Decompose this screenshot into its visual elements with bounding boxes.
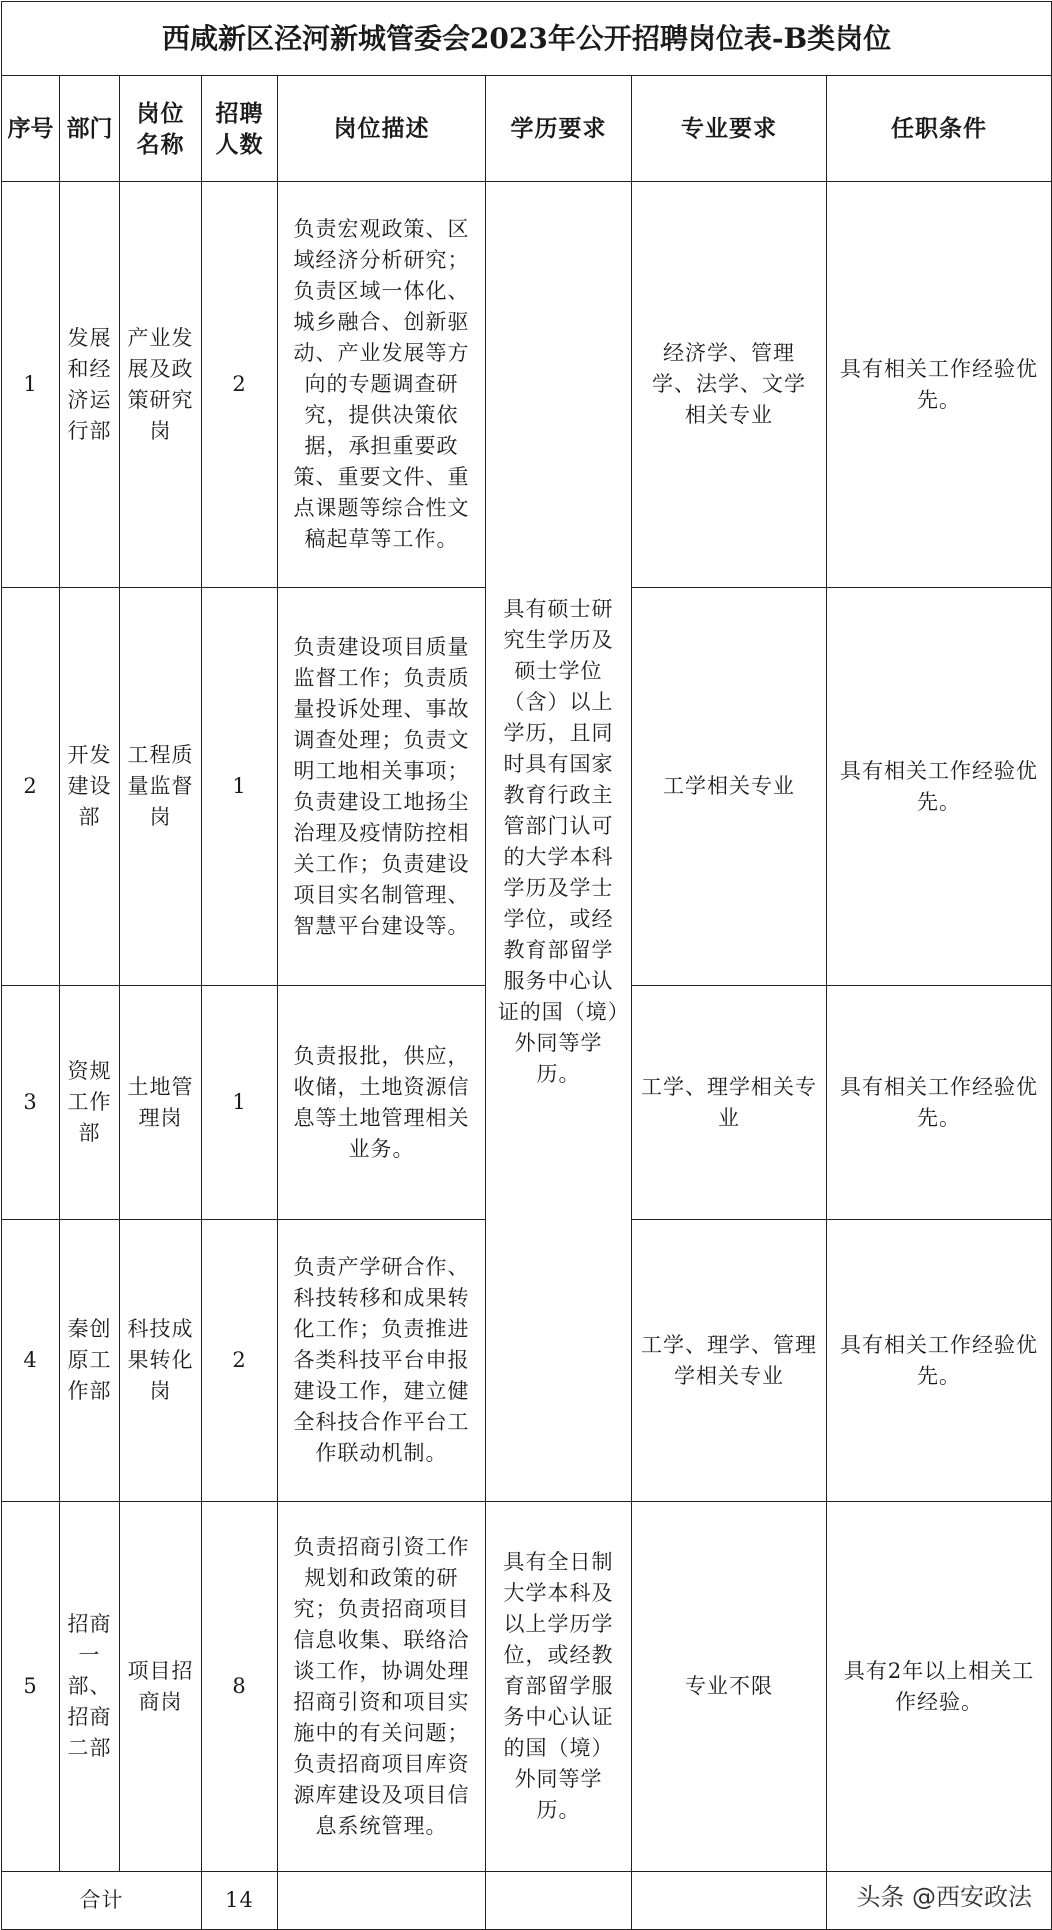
header-desc: 岗位描述	[278, 76, 486, 182]
row-post: 科技成果转化岗	[120, 1220, 202, 1502]
header-dept: 部门	[60, 76, 120, 182]
row-desc: 负责建设项目质量监督工作；负责质量投诉处理、事故调查处理；负责文明工地相关事项；负责建设工地扬尘治理及疫情防控相关工作；负责建设项目实名制管理、智慧平台建设等。	[278, 588, 486, 986]
row-count: 2	[202, 182, 278, 588]
row-post: 工程质量监督岗	[120, 588, 202, 986]
table-row	[2, 182, 1052, 588]
row-cond: 具有2年以上相关工作经验。	[827, 1502, 1052, 1872]
row-index: 2	[2, 588, 60, 986]
total-empty-desc	[278, 1872, 486, 1930]
row-post: 土地管理岗	[120, 986, 202, 1220]
row-major: 工学相关专业	[632, 588, 827, 986]
row-desc: 负责招商引资工作规划和政策的研究；负责招商项目信息收集、联络洽谈工作，协调处理招商引资和项目实施中的有关问题；负责招商项目库资源库建设及项目信息系统管理。	[278, 1502, 486, 1872]
row-desc: 负责报批，供应，收储，土地资源信息等土地管理相关业务。	[278, 986, 486, 1220]
row-edu: 具有全日制大学本科及以上学历学位，或经教育部留学服务中心认证的国（境）外同等学历。	[486, 1502, 632, 1872]
row-dept: 发展和经济运行部	[60, 182, 120, 588]
total-empty-major	[632, 1872, 827, 1930]
header-row	[2, 76, 1052, 182]
shared-edu-requirement: 具有硕士研究生学历及硕士学位（含）以上学历，且同时具有国家教育行政主管部门认可的大学本科学历及学士学位，或经教育部留学服务中心认证的国（境）外同等学历。	[486, 182, 632, 1502]
row-major: 工学、理学相关专业	[632, 986, 827, 1220]
table-row	[2, 1502, 1052, 1872]
row-dept: 开发建设部	[60, 588, 120, 986]
recruitment-table	[1, 1, 1052, 1930]
header-edu: 学历要求	[486, 76, 632, 182]
header-cond: 任职条件	[827, 76, 1052, 182]
row-dept: 招商一部、招商二部	[60, 1502, 120, 1872]
row-major: 工学、理学、管理学相关专业	[632, 1220, 827, 1502]
row-cond: 具有相关工作经验优先。	[827, 1220, 1052, 1502]
header-major: 专业要求	[632, 76, 827, 182]
row-dept: 秦创原工作部	[60, 1220, 120, 1502]
row-index: 1	[2, 182, 60, 588]
row-cond: 具有相关工作经验优先。	[827, 986, 1052, 1220]
header-index: 序号	[2, 76, 60, 182]
row-count: 1	[202, 986, 278, 1220]
row-index: 3	[2, 986, 60, 1220]
total-empty-edu	[486, 1872, 632, 1930]
source-watermark: 头条 @西安政法	[856, 1883, 1032, 1911]
row-cond: 具有相关工作经验优先。	[827, 182, 1052, 588]
header-count: 招聘人数	[202, 76, 278, 182]
total-count: 14	[202, 1872, 278, 1930]
table-title: 西咸新区泾河新城管委会2023年公开招聘岗位表-B类岗位	[2, 2, 1052, 76]
row-index: 4	[2, 1220, 60, 1502]
row-desc: 负责宏观政策、区域经济分析研究；负责区域一体化、城乡融合、创新驱动、产业发展等方向的专题调查研究，提供决策依据，承担重要政策、重要文件、重点课题等综合性文稿起草等工作。	[278, 182, 486, 588]
row-post: 项目招商岗	[120, 1502, 202, 1872]
row-desc: 负责产学研合作、科技转移和成果转化工作；负责推进各类科技平台申报建设工作，建立健全科技合作平台工作联动机制。	[278, 1220, 486, 1502]
total-label: 合计	[2, 1872, 202, 1930]
row-dept: 资规工作部	[60, 986, 120, 1220]
row-major: 经济学、管理学、法学、文学相关专业	[632, 182, 827, 588]
row-count: 2	[202, 1220, 278, 1502]
row-count: 8	[202, 1502, 278, 1872]
row-index: 5	[2, 1502, 60, 1872]
row-cond: 具有相关工作经验优先。	[827, 588, 1052, 986]
row-post: 产业发展及政策研究岗	[120, 182, 202, 588]
header-post: 岗位名称	[120, 76, 202, 182]
row-major: 专业不限	[632, 1502, 827, 1872]
row-count: 1	[202, 588, 278, 986]
